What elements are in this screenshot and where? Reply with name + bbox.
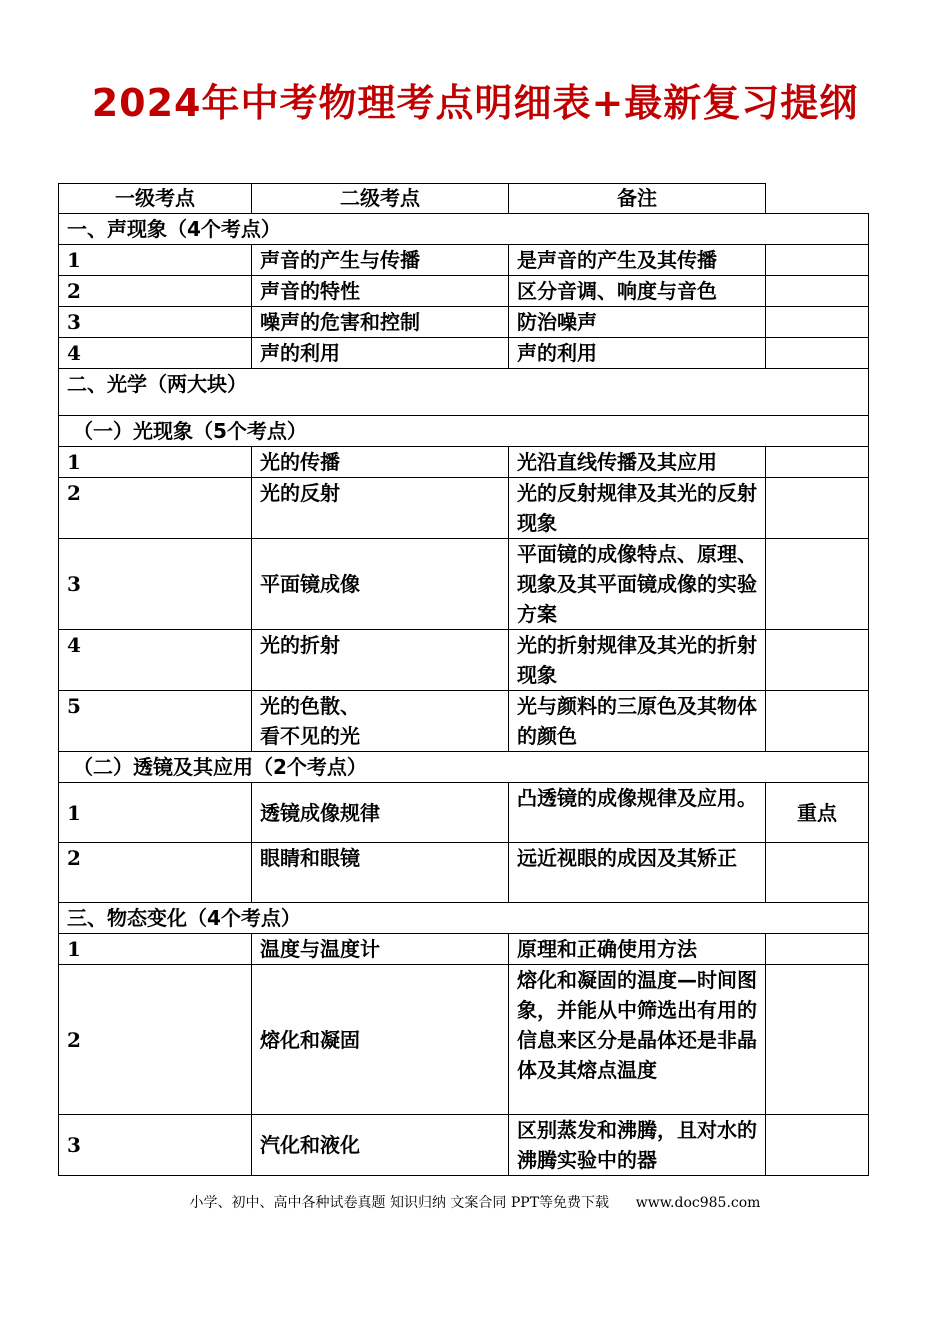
row-topic: 眼睛和眼镜 <box>252 843 509 903</box>
row-description: 光沿直线传播及其应用 <box>509 447 766 478</box>
row-description: 光与颜料的三原色及其物体的颜色 <box>509 691 766 752</box>
row-topic <box>252 691 509 752</box>
row-description: 光的反射规律及其光的反射现象 <box>509 478 766 539</box>
header-col2: 二级考点 <box>252 184 509 214</box>
table-header-row <box>59 184 869 214</box>
row-number: 1 <box>59 783 252 843</box>
table-row <box>59 783 869 843</box>
section-row <box>59 369 869 416</box>
row-note <box>766 630 869 691</box>
row-note <box>766 539 869 630</box>
table-row <box>59 691 869 752</box>
row-description: 声的利用 <box>509 338 766 369</box>
footer-text: 小学、初中、高中各种试卷真题 知识归纳 文案合同 PPT等免费下载 <box>189 1195 610 1211</box>
row-number: 2 <box>59 478 252 539</box>
table-row <box>59 338 869 369</box>
row-note-key-point: 重点 <box>766 783 869 843</box>
row-note <box>766 691 869 752</box>
table-row <box>59 630 869 691</box>
table-row <box>59 447 869 478</box>
section-title: 三、物态变化（4个考点） <box>59 903 869 934</box>
footer-url[interactable]: www.doc985.com <box>635 1195 761 1211</box>
row-topic: 温度与温度计 <box>252 934 509 965</box>
row-description: 区别蒸发和沸腾，且对水的沸腾实验中的器 <box>509 1115 766 1176</box>
row-description: 平面镜的成像特点、原理、现象及其平面镜成像的实验方案 <box>509 539 766 630</box>
table-row <box>59 276 869 307</box>
row-topic: 透镜成像规律 <box>252 783 509 843</box>
table-row <box>59 307 869 338</box>
row-note <box>766 276 869 307</box>
subsection-title: （二）透镜及其应用（2个考点） <box>59 752 869 783</box>
table-row <box>59 843 869 903</box>
row-description: 防治噪声 <box>509 307 766 338</box>
row-topic: 声音的产生与传播 <box>252 245 509 276</box>
subsection-title: （一）光现象（5个考点） <box>59 416 869 447</box>
page-footer <box>0 1192 950 1212</box>
row-number: 4 <box>59 630 252 691</box>
row-topic: 声音的特性 <box>252 276 509 307</box>
row-note <box>766 338 869 369</box>
row-number: 3 <box>59 307 252 338</box>
row-description: 原理和正确使用方法 <box>509 934 766 965</box>
row-topic: 噪声的危害和控制 <box>252 307 509 338</box>
section-title: 二、光学（两大块） <box>59 369 869 416</box>
row-description: 凸透镜的成像规律及应用。 <box>509 783 766 843</box>
row-topic: 光的传播 <box>252 447 509 478</box>
row-topic: 光的折射 <box>252 630 509 691</box>
header-col3: 备注 <box>509 184 766 214</box>
row-note <box>766 934 869 965</box>
header-blank <box>766 184 869 214</box>
subsection-row <box>59 752 869 783</box>
row-topic: 光的反射 <box>252 478 509 539</box>
row-number: 1 <box>59 934 252 965</box>
row-note <box>766 965 869 1115</box>
row-description: 是声音的产生及其传播 <box>509 245 766 276</box>
header-col1: 一级考点 <box>59 184 252 214</box>
row-note <box>766 245 869 276</box>
row-number: 2 <box>59 965 252 1115</box>
section-row <box>59 214 869 245</box>
row-description: 区分音调、响度与音色 <box>509 276 766 307</box>
page-title: 2024年中考物理考点明细表+最新复习提纲 <box>91 81 859 125</box>
row-note <box>766 307 869 338</box>
row-topic: 熔化和凝固 <box>252 965 509 1115</box>
row-number: 4 <box>59 338 252 369</box>
row-topic: 汽化和液化 <box>252 1115 509 1176</box>
table-row <box>59 1115 869 1176</box>
row-note <box>766 478 869 539</box>
row-number: 2 <box>59 276 252 307</box>
exam-points-table <box>58 183 869 1176</box>
table-row <box>59 478 869 539</box>
row-topic-line2: 看不见的光 <box>260 724 360 748</box>
row-topic: 平面镜成像 <box>252 539 509 630</box>
row-number: 3 <box>59 539 252 630</box>
table-row <box>59 934 869 965</box>
subsection-row <box>59 416 869 447</box>
row-number: 3 <box>59 1115 252 1176</box>
section-row <box>59 903 869 934</box>
row-note <box>766 447 869 478</box>
section-title: 一、声现象（4个考点） <box>59 214 869 245</box>
row-description: 远近视眼的成因及其矫正 <box>509 843 766 903</box>
table-row <box>59 245 869 276</box>
row-description: 熔化和凝固的温度—时间图象，并能从中筛选出有用的信息来区分是晶体还是非晶体及其熔点温度 <box>509 965 766 1115</box>
table-row <box>59 539 869 630</box>
row-note <box>766 843 869 903</box>
row-number: 5 <box>59 691 252 752</box>
table-row <box>59 965 869 1115</box>
row-note <box>766 1115 869 1176</box>
row-number: 1 <box>59 245 252 276</box>
row-description: 光的折射规律及其光的折射现象 <box>509 630 766 691</box>
row-number: 1 <box>59 447 252 478</box>
row-number: 2 <box>59 843 252 903</box>
row-topic: 声的利用 <box>252 338 509 369</box>
row-topic-line1: 光的色散、 <box>260 694 360 718</box>
